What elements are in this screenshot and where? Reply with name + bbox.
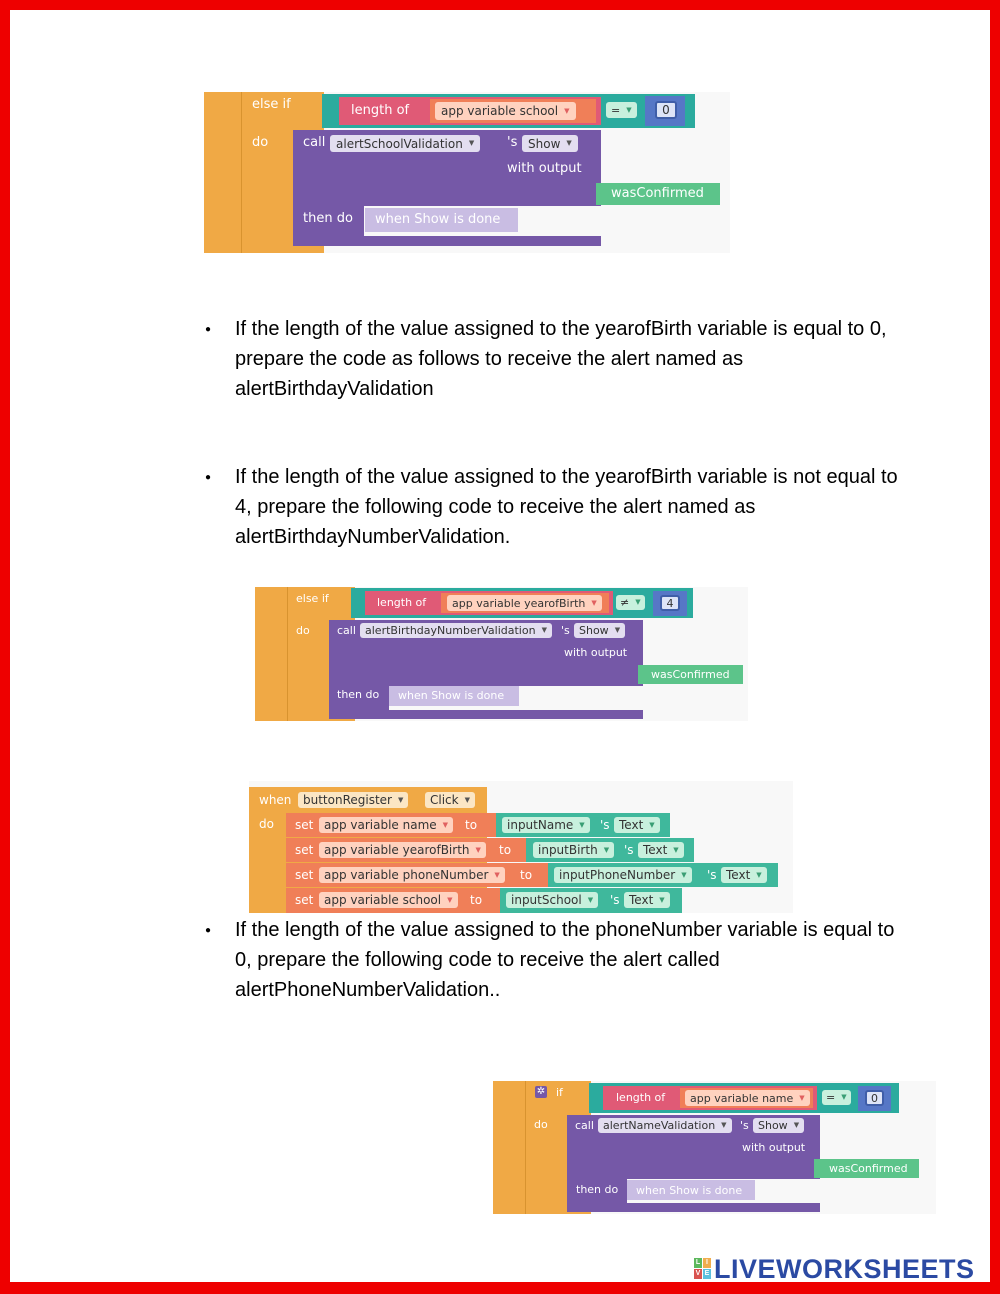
code-block-name-validation [493,1081,936,1214]
number-text: 4 [666,596,674,610]
number-text: 0 [662,103,670,117]
output-label: wasConfirmed [611,186,704,201]
chevron-down-icon: ▼ [681,870,687,879]
property-dropdown[interactable] [721,867,767,883]
number-field[interactable] [660,595,680,611]
possessive-label: 's [707,868,717,882]
component-text: buttonRegister [303,793,392,807]
chevron-down-icon: ▼ [756,870,762,879]
liveworksheets-logo: LIVEWORKSHEETS [714,1254,975,1284]
chevron-down-icon: ▼ [799,1093,805,1102]
component-text: alertNameValidation [603,1119,716,1132]
component-text: alertSchoolValidation [336,136,463,151]
possessive-label: 's [561,624,570,637]
code-block-button-register [249,781,793,913]
variable-dropdown-text: app variable school [441,104,559,118]
operator-text: ≠ [620,596,630,609]
variable-dropdown-text: app variable name [690,1091,794,1105]
when-label: when [259,793,292,807]
method-text: Show [528,136,561,151]
operator-dropdown[interactable] [606,102,637,118]
chevron-down-icon: ▼ [591,598,597,607]
input-dropdown[interactable] [533,842,614,858]
possessive-label: 's [624,843,634,857]
variable-dropdown-text: app variable yearofBirth [324,843,470,857]
property-text: Text [619,818,644,832]
component-dropdown[interactable] [298,792,408,808]
input-text: inputBirth [538,843,598,857]
chevron-down-icon: ▼ [793,1121,800,1129]
chevron-down-icon: ▼ [587,895,594,904]
property-dropdown[interactable] [614,817,660,833]
chevron-down-icon: ▼ [447,895,453,904]
call-label: call [337,624,356,637]
with-output-label: with output [564,646,628,659]
variable-dropdown[interactable] [435,102,576,120]
possessive-label: 's [740,1119,749,1132]
then-do-label: then do [337,688,380,701]
do-label: do [534,1118,548,1131]
chevron-down-icon: ▼ [475,845,481,854]
code-block-school-validation [204,92,730,253]
do-label: do [252,135,269,150]
logo-letter: V [695,1270,701,1277]
chevron-down-icon: ▼ [614,626,621,634]
operator-text: = [826,1091,836,1104]
call-block-bottom [293,236,601,245]
length-of-label: length of [616,1091,666,1104]
input-text: inputName [507,818,574,832]
bullet-icon: ● [205,925,212,936]
do-label: do [259,817,274,831]
event-label: when Show is done [375,212,501,227]
operator-text: = [611,103,621,117]
operator-dropdown[interactable] [822,1090,851,1105]
gear-icon[interactable]: ✲ [536,1086,546,1097]
length-of-label: length of [351,103,410,118]
set-label: set [295,893,314,907]
to-label: to [499,843,512,857]
component-text: alertBirthdayNumberValidation [365,624,536,637]
chevron-down-icon: ▼ [673,845,679,854]
chevron-down-icon: ▼ [442,820,449,829]
variable-dropdown[interactable] [319,842,486,858]
chevron-down-icon: ▼ [635,598,641,606]
method-dropdown[interactable] [574,623,625,638]
chevron-down-icon: ▼ [464,795,470,804]
event-label: when Show is done [398,689,505,702]
bullet-icon: ● [205,324,212,335]
chevron-down-icon: ▼ [541,626,547,634]
length-of-label: length of [377,596,427,609]
event-text: Click [430,793,459,807]
to-label: to [520,868,533,882]
chevron-down-icon: ▼ [566,139,572,147]
if-label: if [556,1086,563,1099]
call-block-bottom [329,710,643,719]
property-dropdown[interactable] [638,842,684,858]
chevron-down-icon: ▼ [659,895,665,904]
then-do-label: then do [576,1183,619,1196]
property-dropdown[interactable] [624,892,670,908]
then-do-label: then do [303,211,353,226]
bullet-icon: ● [205,472,212,483]
event-dropdown[interactable] [425,792,475,808]
method-text: Show [579,624,609,637]
number-field[interactable] [865,1090,884,1106]
possessive-label: 's [507,135,518,150]
code-block-birthday-number-validation [255,587,748,721]
set-label: set [295,818,314,832]
chevron-down-icon: ▼ [468,139,475,147]
call-block-bottom [567,1203,820,1212]
with-output-label: with output [507,161,582,176]
input-text: inputPhoneNumber [559,868,676,882]
number-text: 0 [871,1091,878,1105]
variable-dropdown[interactable] [319,817,453,833]
instruction-paragraph: If the length of the value assigned to the yearofBirth variable is not equal to 4, prepare the following code to receive the alert named as alertBirthdayNumberValidation. [235,466,898,548]
event-label: when Show is done [636,1184,743,1197]
chevron-down-icon: ▼ [494,870,500,879]
variable-dropdown-text: app variable yearofBirth [452,596,586,610]
chevron-down-icon: ▼ [579,820,585,829]
component-dropdown[interactable] [360,623,552,638]
chevron-down-icon: ▼ [603,845,610,854]
method-dropdown[interactable] [522,135,578,152]
logo-letter: E [704,1270,710,1277]
possessive-label: 's [610,893,620,907]
input-dropdown[interactable] [506,892,598,908]
to-label: to [470,893,483,907]
method-dropdown[interactable] [753,1118,804,1133]
variable-dropdown[interactable] [447,595,602,611]
possessive-label: 's [600,818,610,832]
chevron-down-icon: ▼ [721,1121,727,1129]
property-text: Text [643,843,668,857]
logo-letter: L [695,1259,701,1266]
instruction-paragraph: If the length of the value assigned to the phoneNumber variable is equal to 0, prepare the following code to receive the alert called alertPhoneNumberValidation.. [235,919,895,1001]
do-label: do [296,624,310,637]
operator-dropdown[interactable] [616,595,645,610]
output-label: wasConfirmed [829,1162,908,1175]
property-text: Text [629,893,654,907]
logo-letter: I [703,1258,711,1268]
variable-dropdown[interactable] [319,867,505,883]
variable-dropdown-text: app variable phoneNumber [324,868,489,882]
call-label: call [303,135,326,150]
with-output-label: with output [742,1141,806,1154]
chevron-down-icon: ▼ [626,105,632,114]
component-dropdown[interactable] [598,1118,732,1133]
chevron-down-icon: ▼ [398,795,404,804]
property-text: Text [726,868,751,882]
variable-dropdown-text: app variable name [324,818,437,832]
chevron-down-icon: ▼ [841,1093,847,1101]
variable-dropdown-text: app variable school [324,893,442,907]
chevron-down-icon: ▼ [649,820,655,829]
input-text: inputSchool [511,893,582,907]
variable-dropdown[interactable] [319,892,458,908]
number-field[interactable] [655,101,677,119]
chevron-down-icon: ▼ [564,106,570,115]
instruction-paragraph: If the length of the value assigned to the yearofBirth variable is equal to 0, prepare the code as follows to receive the alert named as alertBirthdayValidation [235,318,887,400]
input-dropdown[interactable] [554,867,692,883]
set-label: set [295,868,314,882]
output-label: wasConfirmed [651,668,730,681]
set-label: set [295,843,314,857]
input-dropdown[interactable] [502,817,590,833]
liveworksheets-logo-icon [694,1258,712,1280]
else-if-label: else if [296,592,329,605]
to-label: to [465,818,478,832]
variable-dropdown[interactable] [685,1090,810,1106]
call-label: call [575,1119,594,1132]
method-text: Show [758,1119,788,1132]
else-if-label: else if [252,97,291,112]
component-dropdown[interactable] [330,135,480,152]
